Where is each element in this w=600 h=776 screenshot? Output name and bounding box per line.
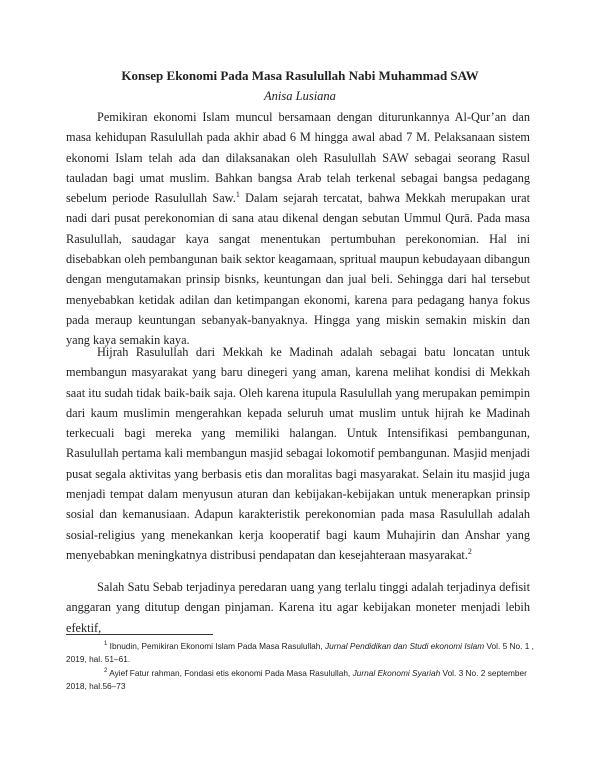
- body-paragraph-2: [66, 342, 530, 565]
- footnote-1-text: Ibnudin, Pemikiran Ekonomi Islam Pada Masa Rasulullah,: [109, 641, 326, 651]
- footnote-1-details: Vol. 5 No. 1 , 2019, hal. 51–61.: [66, 641, 534, 665]
- footnote-2-details: Vol. 3 No. 2 september 2018, hal.56–73: [66, 668, 527, 692]
- footnote-1-journal: Jurnal Pendidikan dan Studi ekonomi Islam: [325, 641, 485, 651]
- footnote-2-journal: Jurnal Ekonomi Syariah: [352, 668, 441, 678]
- footnote-separator: [66, 634, 213, 635]
- footnote-2-number: 2: [104, 668, 108, 675]
- paragraph-2-text: Hijrah Rasulullah dari Mekkah ke Madinah adalah sebagai batu loncatan untuk membangun masyarakat yang baru dinegeri yang aman, karena melihat kondisi di Mekkah saat itu sudah tidak baik-baik saja. Oleh karena itupula Rasulullah yang merupakan pemimpin dari kaum muslimin mengerahkan kepada seluruh umat muslim untuk hijrah ke Madinah terkecuali bagi mereka yang memiliki halangan. Untuk Intensifikasi pembangunan, Rasulullah pertama kali membangun masjid sebagai lokomotif pembangunan. Masjid menjadi pusat segala aktivitas yang berbasis etis dan moralitas bagi masyarakat. Selain itu masjid juga menjadi tempat dalam menyusun aturan dan kebijakan-kebijakan untuk menerapkan prinsip sosial dan kemanusiaan. Adapun karakteristik perekonomian pada masa Rasulullah adalah sosial-religius yang menekankan kerja kooperatif bagi kaum Muhajirin dan Anshar yang menyebabkan meningkatnya distribusi pendapatan dan kesejahteraan masyarakat.: [66, 345, 530, 562]
- footnote-ref-2[interactable]: 2: [467, 546, 472, 556]
- footnote-2-text: Ayief Fatur rahman, Fondasi etis ekonomi Pada Masa Rasulullah,: [109, 668, 353, 678]
- paragraph-1-text-b: Dalam sejarah tercatat, bahwa Mekkah merupakan urat nadi dari pusat perekonomian di sana atau dikenal dengan sebutan Ummul Qurā. Pada masa Rasulullah, saudagar kaya sangat menentukan pertumbuhan perekonomian. Hal ini disebabkan oleh pembangunan baik sektor keagamaan, spritual maupun kebudayaan dibangun dengan mengutamakan prinsip bisnks, keuntungan dan jual beli. Sehingga dari hal tersebut menyebabkan ketidak adilan dan ketimpangan ekonomi, karena para pedagang hanya fokus pada meraup keuntungan sebanyak-banyaknya. Hingga yang miskin semakin miskin dan yang kaya semakin kaya.: [66, 191, 530, 348]
- paragraph-3-text: Salah Satu Sebab terjadinya peredaran uang yang terlalu tinggi adalah terjadinya defisit anggaran yang ditutup dengan pinjaman. Karena itu agar kebijakan moneter menjadi lebih efektif,: [66, 580, 530, 635]
- document-title: Konsep Ekonomi Pada Masa Rasulullah Nabi Muhammad SAW: [121, 68, 479, 83]
- document-author: Anisa Lusiana: [264, 89, 336, 103]
- paragraph-1-text-a: Pemikiran ekonomi Islam muncul bersamaan dengan diturunkannya Al-Qur’an dan masa kehidupan Rasulullah pada akhir abad 6 M hingga awal abad 7 M. Pelaksanaan sistem ekonomi Islam telah ada dan dilaksanakan oleh Rasulullah SAW sebagai seorang Rasul tauladan bagi umat muslim. Bahkan bangsa Arab telah terkenal sebagai bangsa pedagang sebelum periode Rasulullah Saw.: [66, 110, 530, 206]
- body-paragraph-3: [66, 577, 530, 638]
- body-paragraph-1: [66, 107, 530, 351]
- footnote-1-number: 1: [104, 641, 108, 648]
- footnote-ref-1[interactable]: 1: [235, 190, 240, 200]
- footnote-1: [66, 640, 534, 666]
- footnote-2: [66, 667, 534, 693]
